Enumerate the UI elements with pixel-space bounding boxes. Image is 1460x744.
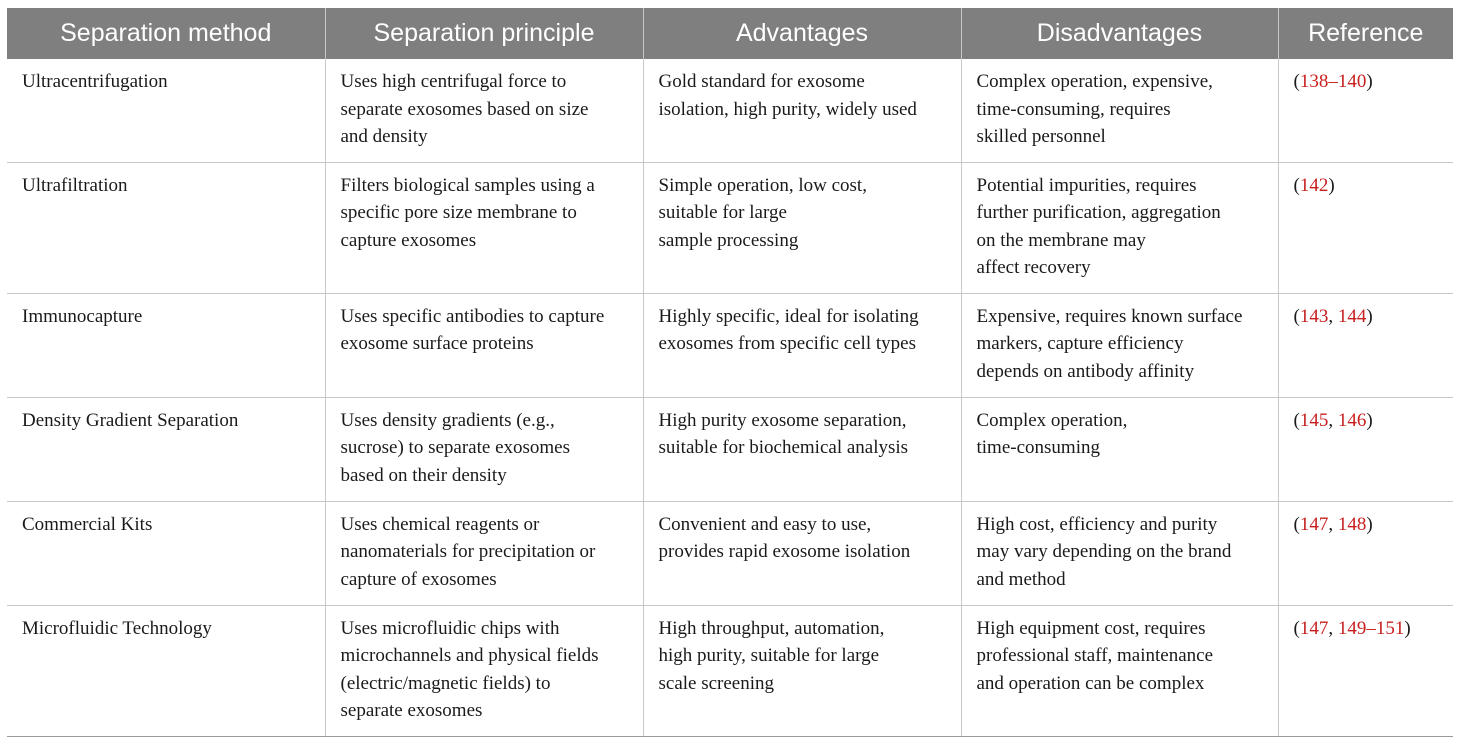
reference-link[interactable]: 143 — [1299, 305, 1329, 327]
comparison-table — [7, 8, 1453, 737]
table-body — [7, 59, 1453, 736]
cell-disadvantages: High equipment cost, requires professional staff, maintenance and operation can be complex — [961, 605, 1278, 736]
header-advantages: Advantages — [643, 8, 961, 59]
ref-paren: ) — [1366, 409, 1373, 431]
table-row — [7, 501, 1453, 605]
cell-method: Immunocapture — [7, 293, 325, 397]
ref-paren: ) — [1366, 513, 1373, 535]
cell-reference — [1278, 293, 1453, 397]
cell-principle: Uses specific antibodies to capture exosome surface proteins — [325, 293, 643, 397]
header-separation-principle: Separation principle — [325, 8, 643, 59]
reference-link[interactable]: 149–151 — [1337, 617, 1405, 639]
cell-advantages: Simple operation, low cost, suitable for large sample processing — [643, 162, 961, 293]
ref-paren: ) — [1366, 71, 1373, 92]
header-row — [7, 8, 1453, 59]
cell-reference — [1278, 501, 1453, 605]
ref-paren: ( — [1293, 71, 1300, 92]
cell-disadvantages: Complex operation, time-consuming — [961, 397, 1278, 501]
reference-link[interactable]: 146 — [1337, 409, 1367, 431]
cell-method: Density Gradient Separation — [7, 397, 325, 501]
cell-method: Ultrafiltration — [7, 162, 325, 293]
header-reference: Reference — [1278, 8, 1453, 59]
ref-paren: ( — [1293, 409, 1300, 431]
ref-separator: , — [1328, 409, 1338, 431]
cell-principle: Filters biological samples using a specific pore size membrane to capture exosomes — [325, 162, 643, 293]
cell-advantages: High purity exosome separation, suitable for biochemical analysis — [643, 397, 961, 501]
ref-paren: ( — [1293, 305, 1300, 327]
table-row — [7, 605, 1453, 736]
cell-disadvantages: Expensive, requires known surface markers, capture efficiency depends on antibody affinity — [961, 293, 1278, 397]
cell-advantages: Highly specific, ideal for isolating exosomes from specific cell types — [643, 293, 961, 397]
ref-paren: ( — [1293, 513, 1300, 535]
cell-method: Ultracentrifugation — [7, 59, 325, 162]
reference-link[interactable]: 144 — [1337, 305, 1367, 327]
ref-paren: ( — [1293, 617, 1300, 639]
cell-advantages: High throughput, automation, high purity, suitable for large scale screening — [643, 605, 961, 736]
cell-reference — [1278, 397, 1453, 501]
header-separation-method: Separation method — [7, 8, 325, 59]
table-row — [7, 162, 1453, 293]
table-row — [7, 59, 1453, 162]
reference-link[interactable]: 138–140 — [1299, 71, 1367, 92]
ref-separator: , — [1328, 305, 1338, 327]
ref-paren: ) — [1404, 617, 1411, 639]
reference-link[interactable]: 147 — [1299, 617, 1329, 639]
ref-paren: ) — [1366, 305, 1373, 327]
cell-principle: Uses high centrifugal force to separate exosomes based on size and density — [325, 59, 643, 162]
cell-principle: Uses microfluidic chips with microchannels and physical fields (electric/magnetic fields) to separate exosomes — [325, 605, 643, 736]
cell-reference — [1278, 59, 1453, 162]
reference-link[interactable]: 142 — [1299, 174, 1329, 196]
header-disadvantages: Disadvantages — [961, 8, 1278, 59]
cell-method: Microfluidic Technology — [7, 605, 325, 736]
reference-link[interactable]: 148 — [1337, 513, 1367, 535]
table-row — [7, 397, 1453, 501]
cell-disadvantages: Complex operation, expensive, time-consuming, requires skilled personnel — [961, 59, 1278, 162]
cell-principle: Uses chemical reagents or nanomaterials for precipitation or capture of exosomes — [325, 501, 643, 605]
table-row — [7, 293, 1453, 397]
reference-link[interactable]: 145 — [1299, 409, 1329, 431]
cell-disadvantages: Potential impurities, requires further purification, aggregation on the membrane may affect recovery — [961, 162, 1278, 293]
ref-separator: , — [1328, 513, 1338, 535]
ref-paren: ( — [1293, 174, 1300, 196]
cell-advantages: Convenient and easy to use, provides rapid exosome isolation — [643, 501, 961, 605]
ref-separator: , — [1328, 617, 1338, 639]
cell-reference — [1278, 162, 1453, 293]
cell-method: Commercial Kits — [7, 501, 325, 605]
cell-reference — [1278, 605, 1453, 736]
cell-disadvantages: High cost, efficiency and purity may vary depending on the brand and method — [961, 501, 1278, 605]
cell-principle: Uses density gradients (e.g., sucrose) to separate exosomes based on their density — [325, 397, 643, 501]
reference-link[interactable]: 147 — [1299, 513, 1329, 535]
ref-paren: ) — [1328, 174, 1335, 196]
cell-advantages: Gold standard for exosome isolation, high purity, widely used — [643, 59, 961, 162]
